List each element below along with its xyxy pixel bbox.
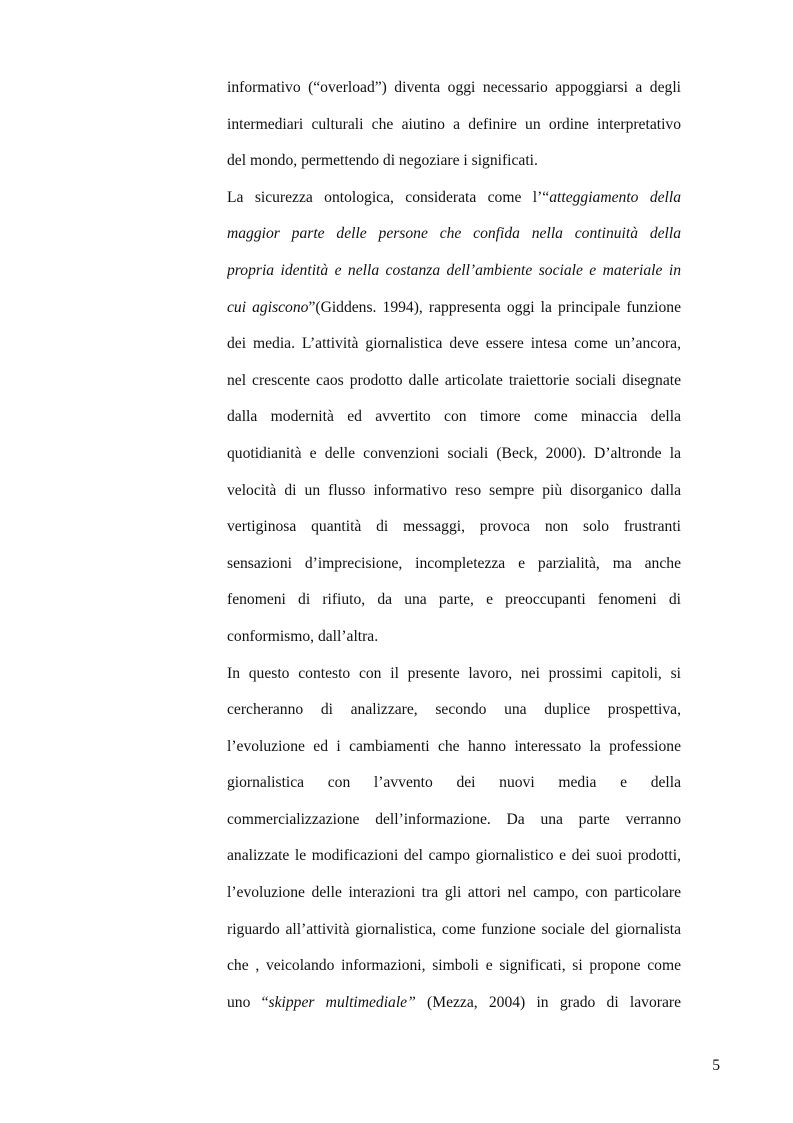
text-line — [227, 805, 681, 842]
text-segment: commercializzazione dell’informazione. Da una parte verranno — [227, 810, 681, 828]
text-segment: ”(Giddens. 1994), rappresenta oggi la principale funzione — [308, 298, 681, 316]
italic-text: propria identità e nella costanza dell’ambiente sociale e materiale in — [227, 261, 681, 279]
text-segment: sensazioni d’imprecisione, incompletezza e parzialità, ma anche — [227, 554, 681, 572]
text-line — [227, 256, 681, 293]
text-line — [227, 841, 681, 878]
text-line — [227, 219, 681, 256]
text-segment: del mondo, permettendo di negoziare i significati. — [227, 152, 538, 170]
italic-text: cui agiscono — [227, 298, 309, 316]
text-segment: informativo (“overload”) diventa oggi necessario appoggiarsi a degli — [227, 79, 681, 96]
text-segment: intermediari culturali che aiutino a definire un ordine interpretativo — [227, 115, 681, 133]
text-segment: giornalistica con l’avvento dei nuovi media e della — [227, 774, 681, 792]
text-line — [227, 329, 681, 366]
text-line — [227, 659, 681, 696]
text-segment: l’evoluzione ed i cambiamenti che hanno interessato la professione — [227, 737, 681, 755]
text-segment: dalla modernità ed avvertito con timore come minaccia della — [227, 408, 681, 426]
text-line — [227, 476, 681, 513]
text-segment: (Mezza, 2004) in grado di lavorare — [415, 993, 681, 1011]
text-segment: che , veicolando informazioni, simboli e significati, si propone come — [227, 957, 681, 975]
text-line — [227, 512, 681, 549]
italic-text: skipper multimediale” — [268, 993, 416, 1011]
body-text — [227, 73, 681, 1024]
text-line — [227, 768, 681, 805]
text-line — [227, 732, 681, 769]
text-line — [227, 73, 681, 110]
text-line — [227, 146, 681, 183]
page-number: 5 — [712, 1057, 720, 1074]
text-line — [227, 878, 681, 915]
text-line — [227, 183, 681, 220]
text-segment: uno “ — [227, 993, 269, 1011]
text-line — [227, 293, 681, 330]
text-segment: La sicurezza ontologica, considerata come l’“ — [227, 188, 550, 206]
text-segment: In questo contesto con il presente lavoro, nei prossimi capitoli, si — [227, 664, 681, 682]
text-segment: velocità di un flusso informativo reso sempre più disorganico dalla — [227, 481, 681, 499]
text-line — [227, 402, 681, 439]
text-line — [227, 549, 681, 586]
italic-text: maggior parte delle persone che confida nella continuità della — [227, 225, 681, 243]
text-line — [227, 695, 681, 732]
text-line — [227, 915, 681, 952]
text-line — [227, 951, 681, 988]
text-line — [227, 988, 681, 1025]
text-segment: cercheranno di analizzare, secondo una duplice prospettiva, — [227, 701, 681, 719]
italic-text: atteggiamento della — [549, 188, 681, 206]
text-line — [227, 366, 681, 403]
text-segment: dei media. L’attività giornalistica deve essere intesa come un’ancora, — [227, 335, 681, 353]
text-line — [227, 439, 681, 476]
text-segment: quotidianità e delle convenzioni sociali (Beck, 2000). D’altronde la — [227, 444, 681, 462]
text-segment: l’evoluzione delle interazioni tra gli attori nel campo, con particolare — [227, 884, 681, 902]
text-segment: analizzate le modificazioni del campo giornalistico e dei suoi prodotti, — [227, 847, 681, 865]
text-segment: conformismo, dall’altra. — [227, 627, 379, 645]
text-line — [227, 585, 681, 622]
text-segment: vertiginosa quantità di messaggi, provoca non solo frustranti — [227, 518, 681, 536]
text-segment: fenomeni di rifiuto, da una parte, e preoccupanti fenomeni di — [227, 591, 681, 609]
text-line — [227, 622, 681, 659]
text-segment: nel crescente caos prodotto dalle articolate traiettorie sociali disegnate — [227, 371, 681, 389]
text-segment: riguardo all’attività giornalistica, come funzione sociale del giornalista — [227, 920, 681, 938]
text-line — [227, 110, 681, 147]
